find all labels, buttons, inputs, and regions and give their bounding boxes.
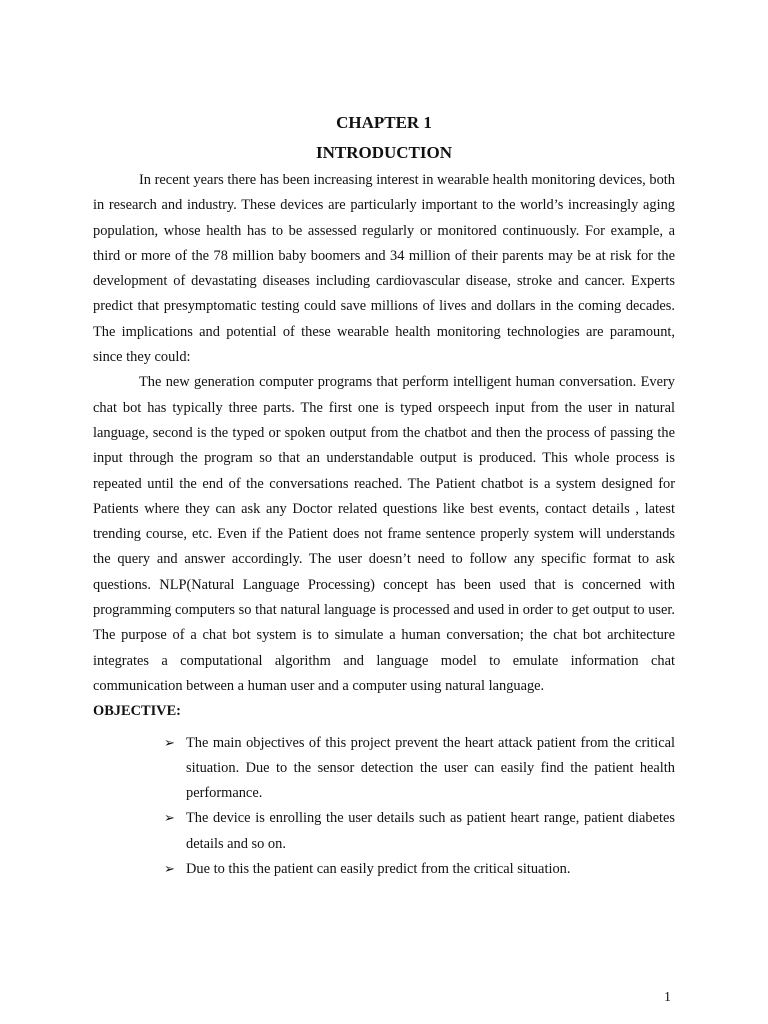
page-number: 1 xyxy=(664,990,671,1005)
chapter-title: INTRODUCTION xyxy=(315,143,453,162)
objective-heading: OBJECTIVE: xyxy=(93,703,181,720)
arrowhead-bullet-icon: ➢ xyxy=(164,862,175,878)
objective-item-text: Due to this the patient can easily predict from the critical situation. xyxy=(186,861,571,878)
objective-item xyxy=(93,806,675,857)
objective-list xyxy=(93,731,675,883)
chapter-body xyxy=(93,168,675,882)
objective-item xyxy=(93,731,675,807)
intro-paragraph: In recent years there has been increasing interest in wearable health monitoring devices, both in research and industry. These devices are particularly important to the world’s increasingly aging population, whose health has to be assessed regularly or monitored continuously. For example, a third or more of the 78 million baby boomers and 34 million of their parents may be at risk for the development of devastating diseases including cardiovascular disease, stroke and cancer. Experts predict that presymptomatic testing could save millions of lives and dollars in the coming decades. The implications and potential of these wearable health monitoring technologies are paramount, since they could: xyxy=(93,172,675,366)
chatbot-paragraph: The new generation computer programs that perform intelligent human conversation. Every chat bot has typically three parts. The first one is typed orspeech input from the user in natural language, second is the typed or spoken output from the chatbot and then the process of passing the input through the program so that an understandable output is produced. This whole process is repeated until the end of the conversations reached. The Patient chatbot is a system designed for Patients where they can ask any Doctor related questions like best events, contact details , latest trending course, etc. Even if the Patient does not frame sentence properly system will understands the query and answer accordingly. The user doesn’t need to follow any specific format to ask questions. NLP(Natural Language Processing) concept has been used that is concerned with programming computers so that natural language is processed and used in order to get output to user. The purpose of a chat bot system is to simulate a human conversation; the chat bot architecture integrates a computational algorithm and language model to emulate information chat communication between a human user and a computer using natural language. xyxy=(93,374,675,694)
objective-item-text: The main objectives of this project prevent the heart attack patient from the critical situation. Due to the sensor detection the user can easily find the patient health performance. xyxy=(186,734,675,802)
arrowhead-bullet-icon: ➢ xyxy=(164,735,175,751)
objective-item xyxy=(93,857,675,882)
objective-item-text: The device is enrolling the user details such as patient heart range, patient diabetes details and so on. xyxy=(186,810,675,852)
chapter-label: CHAPTER 1 xyxy=(336,113,432,132)
arrowhead-bullet-icon: ➢ xyxy=(164,811,175,827)
